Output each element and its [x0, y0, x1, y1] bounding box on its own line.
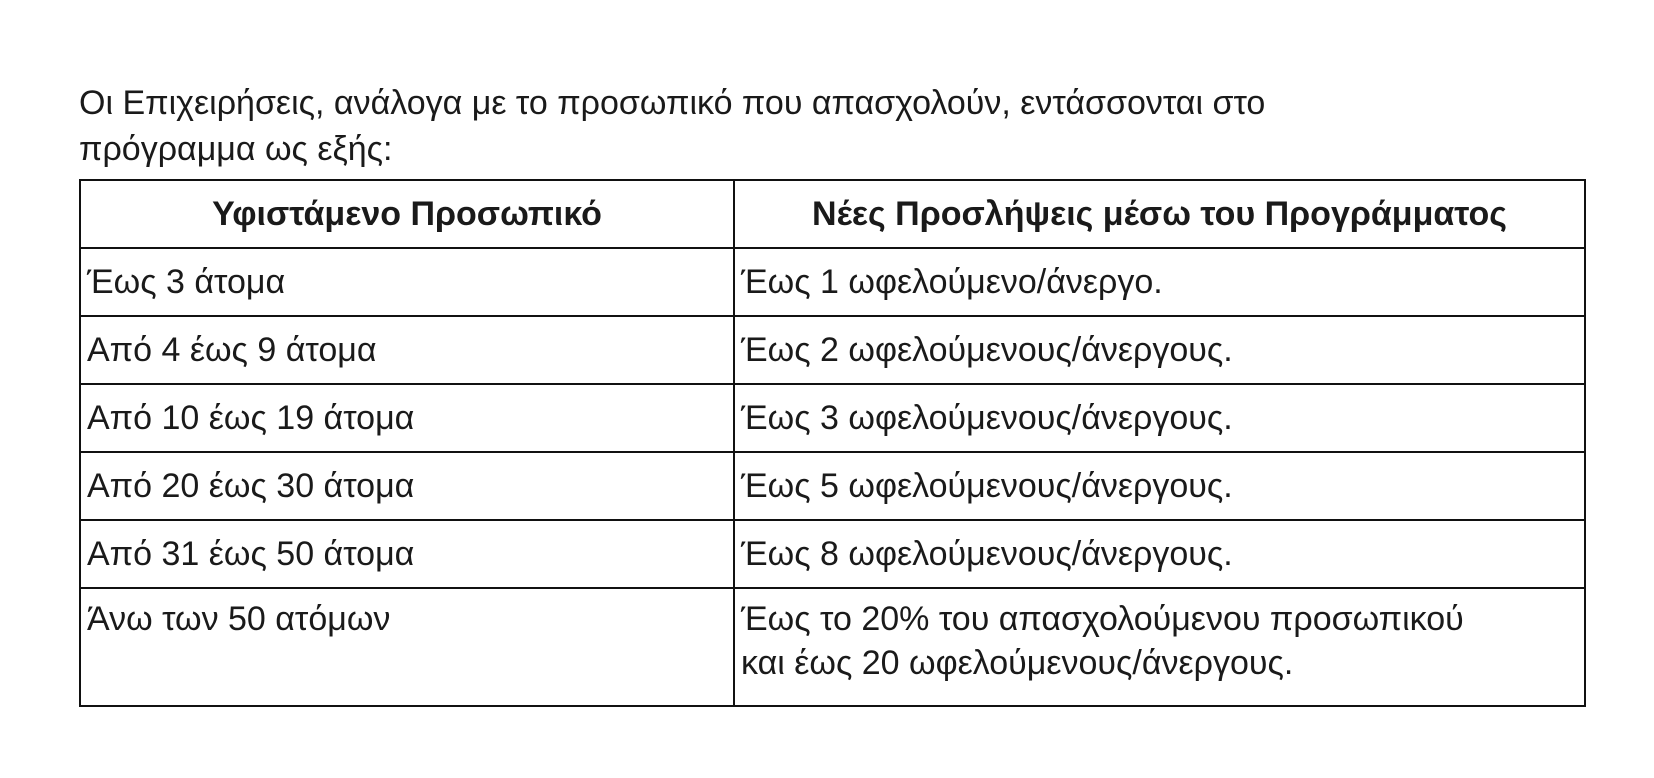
intro-paragraph: [79, 80, 1579, 172]
cell-existing-staff: Από 4 έως 9 άτομα: [80, 316, 734, 384]
table-row: [80, 316, 1585, 384]
intro-line: πρόγραμμα ως εξής:: [79, 130, 393, 168]
cell-text: Έως 5 ωφελούμενους/άνεργους.: [741, 467, 1233, 505]
cell-new-hires: [734, 452, 1585, 520]
table-row: [80, 520, 1585, 588]
cell-text: Έως 3 ωφελούμενους/άνεργους.: [741, 399, 1233, 437]
cell-existing-staff: Έως 3 άτομα: [80, 248, 734, 316]
cell-text: και έως 20 ωφελούμενους/άνεργους.: [741, 644, 1294, 682]
cell-existing-staff: Από 31 έως 50 άτομα: [80, 520, 734, 588]
cell-new-hires: [734, 248, 1585, 316]
cell-text: Έως το 20% του απασχολούμενου προσωπικού: [741, 600, 1464, 638]
table-row: [80, 384, 1585, 452]
cell-existing-staff: Άνω των 50 ατόμων: [80, 588, 734, 706]
intro-line: Οι Επιχειρήσεις, ανάλογα με το προσωπικό που απασχολούν, εντάσσονται στο: [79, 84, 1266, 122]
table-header-row: [80, 180, 1585, 248]
table-row: [80, 452, 1585, 520]
cell-existing-staff: Από 10 έως 19 άτομα: [80, 384, 734, 452]
header-new-hires: Νέες Προσλήψεις μέσω του Προγράμματος: [734, 180, 1585, 248]
cell-new-hires: [734, 384, 1585, 452]
cell-new-hires: [734, 520, 1585, 588]
cell-text: Έως 8 ωφελούμενους/άνεργους.: [741, 535, 1233, 573]
cell-text: Έως 2 ωφελούμενους/άνεργους.: [741, 331, 1233, 369]
cell-new-hires: [734, 588, 1585, 706]
table-row: [80, 248, 1585, 316]
cell-text: Έως 1 ωφελούμενο/άνεργο.: [741, 263, 1163, 301]
table-row: [80, 588, 1585, 706]
header-existing-staff: Υφιστάμενο Προσωπικό: [80, 180, 734, 248]
cell-new-hires: [734, 316, 1585, 384]
cell-existing-staff: Από 20 έως 30 άτομα: [80, 452, 734, 520]
staff-hiring-table: [79, 179, 1586, 707]
